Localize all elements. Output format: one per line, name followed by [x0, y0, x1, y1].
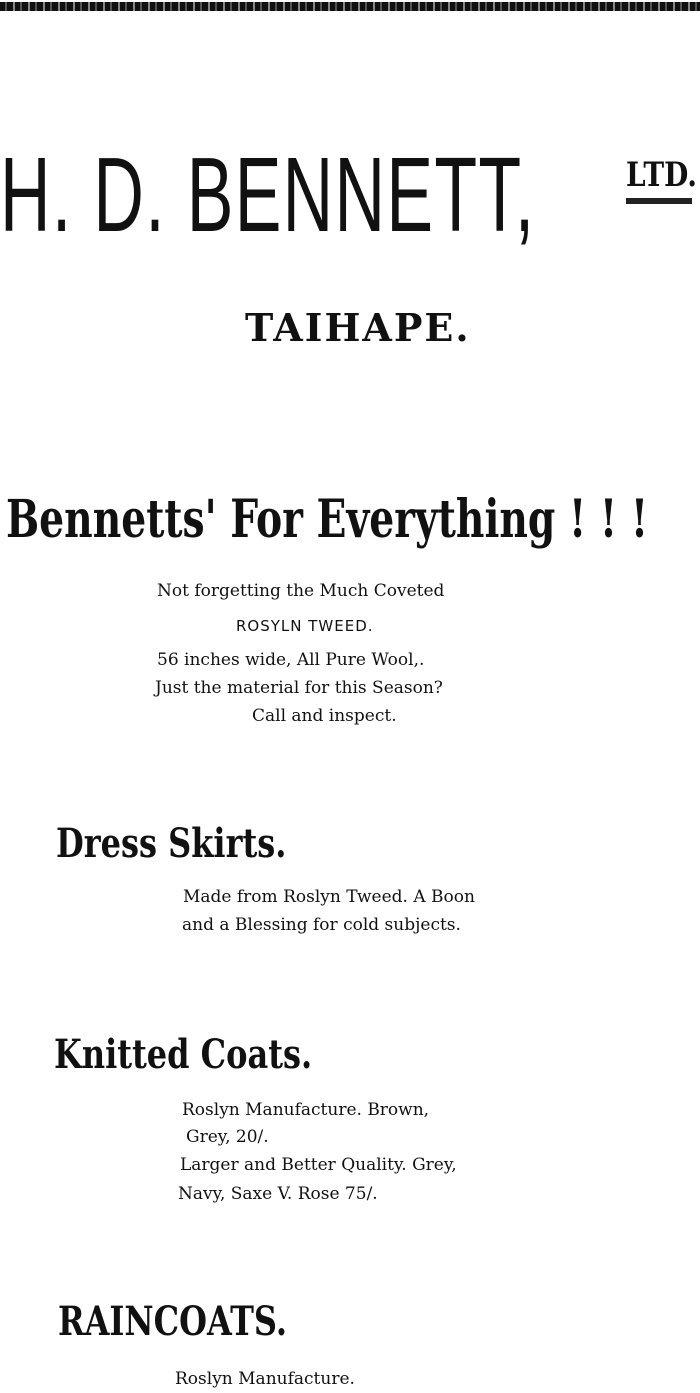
suffix-underline: [626, 198, 692, 204]
dress-skirts-line-2: and a Blessing for cold subjects.: [182, 915, 461, 935]
firm-suffix: LTD.: [626, 155, 697, 195]
section-heading-raincoats: RAINCOATS.: [58, 1298, 287, 1345]
intro-line-2: ROSYLN TWEED.: [236, 617, 374, 635]
top-ornamental-rule: [0, 2, 700, 11]
raincoats-line-1: Roslyn Manufacture.: [175, 1369, 355, 1389]
intro-line-5: Call and inspect.: [252, 706, 397, 726]
knitted-coats-line-4: Navy, Saxe V. Rose 75/.: [178, 1184, 378, 1204]
section-heading-knitted-coats: Knitted Coats.: [54, 1031, 313, 1078]
knitted-coats-line-3: Larger and Better Quality. Grey,: [180, 1155, 457, 1175]
dress-skirts-line-1: Made from Roslyn Tweed. A Boon: [183, 887, 475, 907]
intro-line-1: Not forgetting the Much Coveted: [157, 581, 445, 601]
intro-line-4: Just the material for this Season?: [155, 678, 443, 698]
town-name: TAIHAPE.: [245, 305, 471, 350]
knitted-coats-line-2: Grey, 20/.: [186, 1127, 269, 1147]
slogan: Bennetts' For Everything ! ! !: [6, 489, 649, 550]
knitted-coats-line-1: Roslyn Manufacture. Brown,: [182, 1100, 430, 1120]
firm-name: H. D. BENNETT,: [0, 136, 536, 254]
intro-line-3: 56 inches wide, All Pure Wool,.: [157, 650, 425, 670]
section-heading-dress-skirts: Dress Skirts.: [56, 820, 287, 867]
